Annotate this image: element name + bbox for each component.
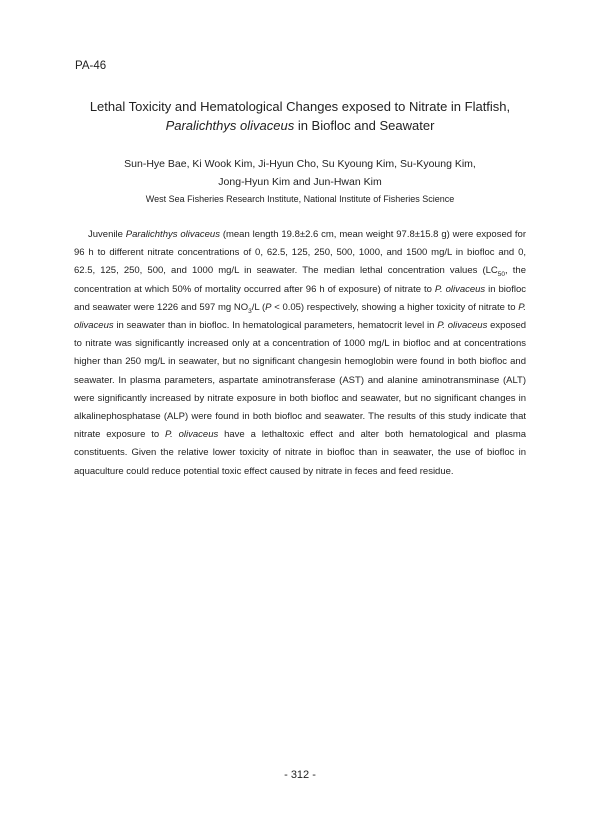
abstract-text: , the concentration at which 50% of mortality occurred after 96 h of exposure) of nitrate to [74, 265, 526, 295]
title-line-2-rest: in Biofloc and Seawater [294, 118, 435, 133]
abstract-text: Juvenile [88, 229, 126, 240]
title-species-name: Paralichthys olivaceus [165, 118, 295, 133]
subscript: 50 [497, 271, 506, 279]
abstract-body [74, 226, 526, 481]
affiliation: West Sea Fisheries Research Institute, National Institute of Fisheries Science [145, 194, 455, 204]
authors-line-1: Sun-Hye Bae, Ki Wook Kim, Ji-Hyun Cho, Su Kyoung Kim, Su-Kyoung Kim, [124, 158, 476, 170]
abstract-text: in biofloc and seawater were 1226 and 597 mg NO [74, 283, 526, 313]
species-name: P. olivaceus [437, 320, 488, 332]
page-number: - 312 - [284, 769, 316, 781]
abstract-text: exposed to nitrate was significantly increased only at a concentration of 1000 mg/L in biofloc and at concentrations higher than 250 mg/L in seawater, but no significant changesin hemoglobin were found in both biofloc and seawater. In plasma parameters, aspartate aminotransferase (AST) and alanine aminotransminase (ALT) were significantly increased by nitrate exposure in both biofloc and seawater, but no significant changes in alkalinephosphatase (ALP) were found in both biofloc and seawater. The results of this study indicate that nitrate exposure to [74, 320, 527, 441]
paper-title-line-1: Lethal Toxicity and Hematological Changes exposed to Nitrate in Flatfish, [89, 99, 511, 114]
paper-title-line-2 [40, 118, 560, 134]
abstract-code: PA-46 [75, 60, 107, 72]
abstract-text: /L ( [251, 301, 266, 313]
abstract-text: < 0.05) respectively, showing a higher toxicity of nitrate to [271, 301, 519, 313]
species-name: P. olivaceus [434, 283, 486, 295]
species-name: P. olivaceus [165, 429, 219, 441]
species-name: Paralichthys olivaceus [125, 229, 220, 240]
species-name: P. olivaceus [74, 301, 527, 332]
authors-line-2: Jong-Hyun Kim and Jun-Hwan Kim [218, 176, 382, 188]
abstract-text: in seawater than in biofloc. In hematological parameters, hematocrit level in [113, 320, 438, 332]
abstract-text: (mean length 19.8±2.6 cm, mean weight 97.8±15.8 g) were exposed for 96 h to different nitrate concentrations of 0, 62.5, 125, 250, 500, 1000, and 1500 mg/L in biofloc and 0, 62.5, 125, 250, 500, and 1000 mg/L in seawater. The median lethal concentration values (LC [74, 229, 526, 277]
abstract-text: have a lethaltoxic effect and alter both hematological and plasma constituents. Given the relative lower toxicity of nitrate in biofloc than in seawater, the use of biofloc in aquaculture could reduce potential toxic effect caused by nitrate in feces and feed residue. [74, 429, 527, 477]
subscript: 3 [248, 307, 252, 315]
p-value-symbol: P [265, 301, 272, 313]
